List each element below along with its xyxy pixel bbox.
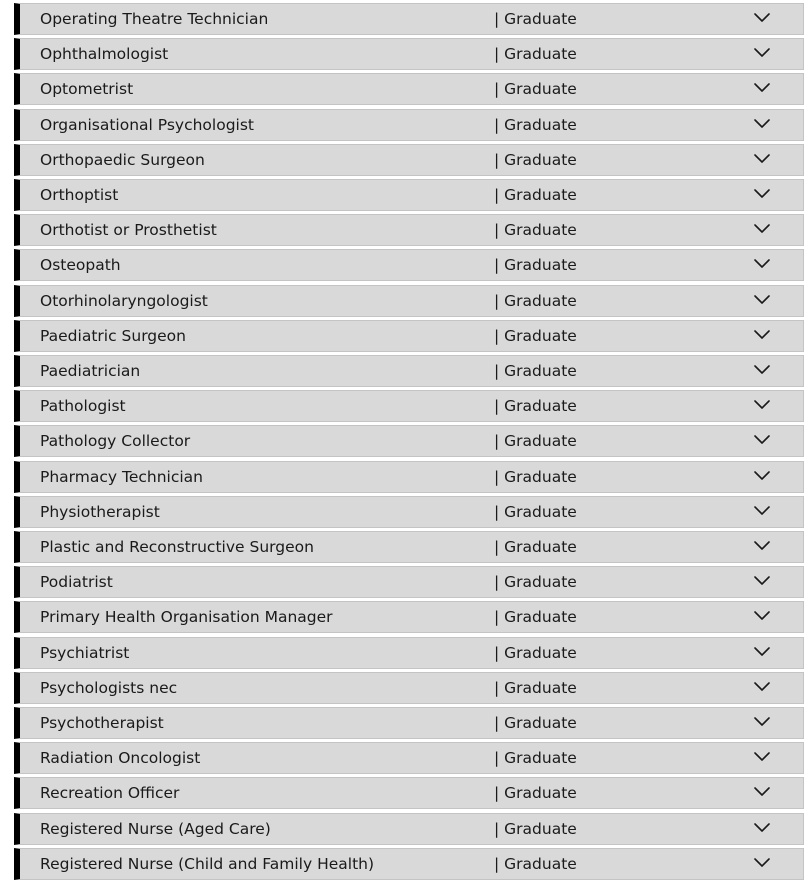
qualification-level: | Graduate <box>494 150 577 169</box>
accordion-item[interactable] <box>14 566 804 598</box>
chevron-down-icon[interactable] <box>753 646 771 658</box>
chevron-down-icon[interactable] <box>753 47 771 59</box>
qualification-level: | Graduate <box>494 186 577 204</box>
qualification-level: | Graduate <box>494 502 577 521</box>
chevron-down-icon[interactable] <box>753 153 771 165</box>
chevron-down-icon[interactable] <box>753 610 771 622</box>
qualification-level: | Graduate <box>494 608 577 627</box>
chevron-down-icon[interactable] <box>753 470 771 482</box>
chevron-down-icon[interactable] <box>753 575 771 587</box>
accordion-item[interactable] <box>14 390 804 422</box>
accordion-item[interactable] <box>14 601 804 633</box>
occupation-name: Psychotherapist <box>40 714 164 732</box>
qualification-level: | Graduate <box>494 749 577 768</box>
qualification-level: | Graduate <box>494 432 577 451</box>
accordion-item[interactable] <box>14 144 804 176</box>
chevron-down-icon[interactable] <box>753 540 771 552</box>
chevron-down-icon[interactable] <box>753 12 771 24</box>
accordion-item[interactable] <box>14 707 804 739</box>
qualification-level: | Graduate <box>494 80 577 99</box>
qualification-level: | Graduate <box>494 714 577 732</box>
accordion-item[interactable] <box>14 355 804 387</box>
occupation-name: Optometrist <box>40 80 134 99</box>
occupation-name: Psychologists nec <box>40 678 178 697</box>
qualification-level: | Graduate <box>494 45 577 64</box>
qualification-level: | Graduate <box>494 538 577 556</box>
chevron-down-icon[interactable] <box>753 751 771 763</box>
occupation-name: Pathology Collector <box>40 432 191 451</box>
accordion-item[interactable] <box>14 425 804 457</box>
chevron-down-icon[interactable] <box>753 188 771 200</box>
accordion-item[interactable] <box>14 320 804 352</box>
accordion-item[interactable] <box>14 742 804 774</box>
chevron-down-icon[interactable] <box>753 786 771 798</box>
accordion-item[interactable] <box>14 285 804 317</box>
chevron-down-icon[interactable] <box>753 822 771 834</box>
occupation-name: Pathologist <box>40 397 126 416</box>
chevron-down-icon[interactable] <box>753 681 771 693</box>
chevron-down-icon[interactable] <box>753 505 771 517</box>
chevron-down-icon[interactable] <box>753 118 771 130</box>
qualification-level: | Graduate <box>494 678 577 697</box>
accordion-item[interactable] <box>14 461 804 493</box>
occupation-name: Psychiatrist <box>40 643 130 662</box>
accordion-item[interactable] <box>14 38 804 70</box>
qualification-level: | Graduate <box>494 115 577 134</box>
chevron-down-icon[interactable] <box>753 258 771 270</box>
occupation-name: Orthotist or Prosthetist <box>40 221 217 240</box>
occupation-name: Organisational Psychologist <box>40 115 255 134</box>
occupation-name: Operating Theatre Technician <box>40 10 269 28</box>
qualification-level: | Graduate <box>494 854 577 873</box>
occupation-name: Osteopath <box>40 256 121 275</box>
accordion-item[interactable] <box>14 249 804 281</box>
qualification-level: | Graduate <box>494 221 577 240</box>
occupation-name: Primary Health Organisation Manager <box>40 608 333 627</box>
occupation-name: Registered Nurse (Aged Care) <box>40 819 271 838</box>
qualification-level: | Graduate <box>494 573 577 592</box>
qualification-level: | Graduate <box>494 397 577 416</box>
chevron-down-icon[interactable] <box>753 329 771 341</box>
occupation-name: Paediatrician <box>40 362 141 380</box>
qualification-level: | Graduate <box>494 326 577 345</box>
occupation-name: Podiatrist <box>40 573 113 592</box>
qualification-level: | Graduate <box>494 467 577 486</box>
accordion-item[interactable] <box>14 73 804 105</box>
occupation-name: Otorhinolaryngologist <box>40 291 208 310</box>
accordion-item[interactable] <box>14 531 804 563</box>
chevron-down-icon[interactable] <box>753 82 771 94</box>
accordion-item[interactable] <box>14 109 804 141</box>
accordion-item[interactable] <box>14 214 804 246</box>
occupation-name: Orthoptist <box>40 186 119 204</box>
occupation-name: Plastic and Reconstructive Surgeon <box>40 538 314 556</box>
qualification-level: | Graduate <box>494 362 577 380</box>
chevron-down-icon[interactable] <box>753 857 771 869</box>
occupation-name: Orthopaedic Surgeon <box>40 150 205 169</box>
chevron-down-icon[interactable] <box>753 223 771 235</box>
qualification-level: | Graduate <box>494 291 577 310</box>
accordion-item[interactable] <box>14 672 804 704</box>
occupation-name: Ophthalmologist <box>40 45 169 64</box>
occupation-name: Pharmacy Technician <box>40 467 203 486</box>
occupation-name: Recreation Officer <box>40 784 180 803</box>
occupation-name: Radiation Oncologist <box>40 749 201 768</box>
occupation-name: Registered Nurse (Child and Family Health) <box>40 854 375 873</box>
qualification-level: | Graduate <box>494 784 577 803</box>
qualification-level: | Graduate <box>494 819 577 838</box>
accordion-item[interactable] <box>14 179 804 211</box>
chevron-down-icon[interactable] <box>753 716 771 728</box>
qualification-level: | Graduate <box>494 643 577 662</box>
accordion-item[interactable] <box>14 777 804 809</box>
qualification-level: | Graduate <box>494 10 577 28</box>
accordion-item[interactable] <box>14 637 804 669</box>
chevron-down-icon[interactable] <box>753 399 771 411</box>
chevron-down-icon[interactable] <box>753 434 771 446</box>
accordion-item[interactable] <box>14 813 804 845</box>
qualification-level: | Graduate <box>494 256 577 275</box>
occupation-name: Paediatric Surgeon <box>40 326 186 345</box>
accordion-item[interactable] <box>14 848 804 880</box>
chevron-down-icon[interactable] <box>753 294 771 306</box>
chevron-down-icon[interactable] <box>753 364 771 376</box>
occupation-name: Physiotherapist <box>40 502 160 521</box>
accordion-item[interactable] <box>14 3 804 35</box>
accordion-item[interactable] <box>14 496 804 528</box>
